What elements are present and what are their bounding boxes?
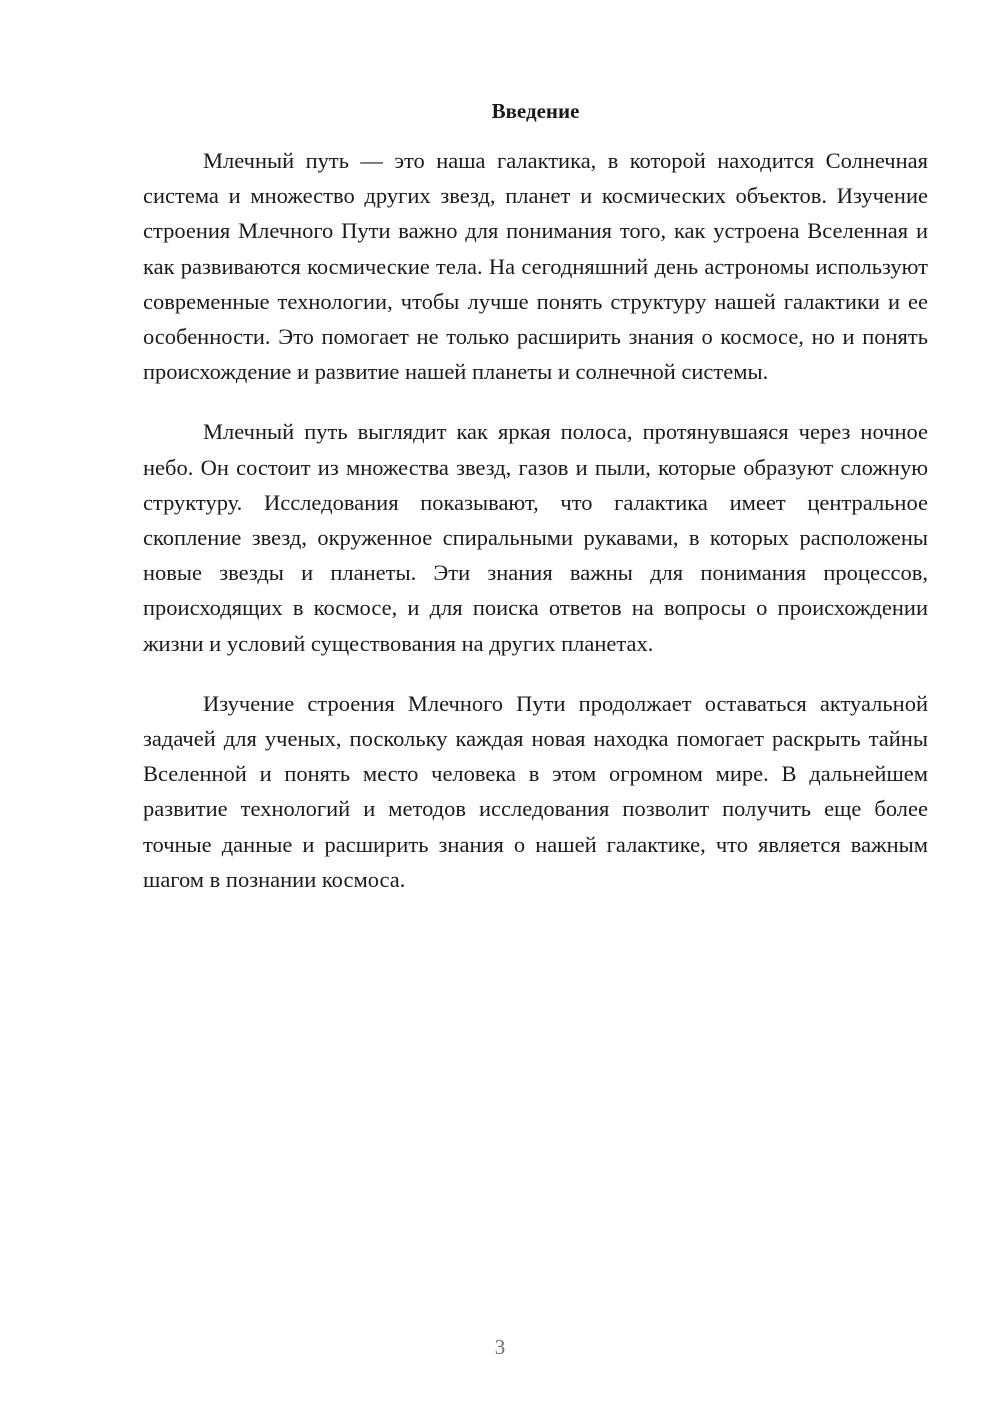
paragraph-1: Млечный путь — это наша галактика, в которой находится Солнечная система и множество других звезд, планет и космических объектов. Изучение строения Млечного Пути важно для понимания того, как устроена Вселенная и как развиваются космические тела. На сегодняшний день астрономы используют современные технологии, чтобы лучше понять структуру нашей галактики и ее особенности. Это помогает не только расширить знания о космосе, но и понять происхождение и развитие нашей планеты и солнечной системы. <box>143 148 928 385</box>
body-text <box>143 143 928 897</box>
paragraph-3: Изучение строения Млечного Пути продолжает оставаться актуальной задачей для ученых, поскольку каждая новая находка помогает раскрыть тайны Вселенной и понять место человека в этом огромном мире. В дальнейшем развитие технологий и методов исследования позволит получить еще более точные данные и расширить знания о нашей галактике, что является важным шагом в познании космоса. <box>143 690 928 892</box>
page-number: 3 <box>494 1335 506 1359</box>
section-heading: Введение <box>491 99 580 123</box>
paragraph-2: Млечный путь выглядит как яркая полоса, протянувшаяся через ночное небо. Он состоит из множества звезд, газов и пыли, которые образуют сложную структуру. Исследования показывают, что галактика имеет центральное скопление звезд, окруженное спиральными рукавами, в которых расположены новые звезды и планеты. Эти знания важны для понимания процессов, происходящих в космосе, и для поиска ответов на вопросы о происхождении жизни и условий существования на других планетах. <box>143 419 928 656</box>
